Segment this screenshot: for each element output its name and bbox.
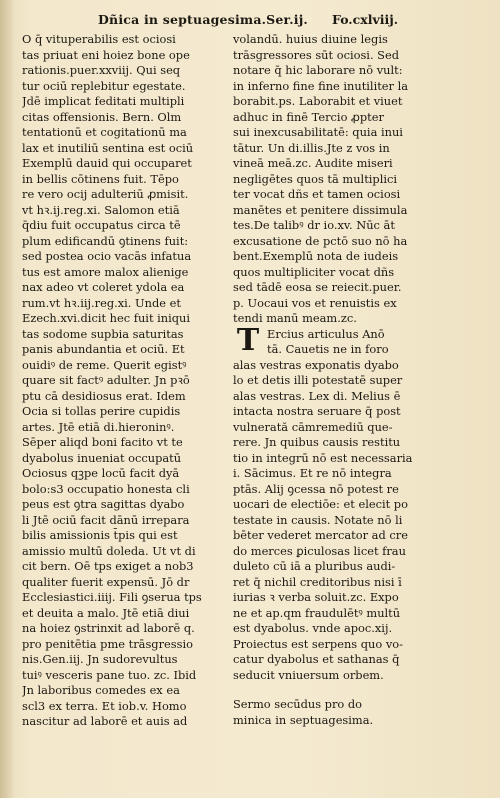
text-line: rum.vt hꝛ.iij.reg.xi. Unde et [22,295,181,310]
text-line: tur ociū replebitur egestate. [22,78,186,93]
text-line: volandū. huius diuine legis [233,32,388,46]
text-line: bent.Exemplū nota de iudeis [233,249,399,263]
text-line: excusatione de pctō suo nō ha [233,233,408,248]
text-line: li Jtē ociū facit dānū irrepara [22,512,190,527]
text-line: bēter vederet mercator ad cre [233,528,408,542]
sermon-heading [233,697,459,728]
right-column-text [233,32,459,327]
text-line: O q̄ vituperabilis est ociosi [22,32,176,46]
text-line: tā. Cauetis ne in foro [267,342,389,356]
text-line: qualiter fuerit expensū. Jō dr [22,574,190,589]
text-line: vineā meā.zc. Audite miseri [233,156,393,170]
text-line: re vero ocij adulteriū ꝓmisit. [22,187,189,201]
section-three-text [233,322,459,684]
text-line: tio in integrū nō est necessaria [233,450,413,465]
text-line: ptās. Alij ꝯcessa nō potest re [233,481,399,496]
text-line: panis abundantia et ociū. Et [22,342,185,356]
text-line: tus est amore malox alienige [22,264,189,279]
page-gutter [0,0,14,798]
text-line: ne et ap.qm fraudulētꝰ multū [233,605,401,620]
sermon-heading-line: Sermo secūdus pro do [233,697,363,711]
text-line: manētes et penitere dissimula [233,202,408,217]
text-line: Sēper aliqd boni facito vt te [22,435,183,449]
text-line: adhuc in finē Tercio ꝓpter [233,109,384,124]
text-line: et deuita a malo. Jtē etiā diui [22,605,190,620]
text-line: seducit vniuersum orbem. [233,667,384,682]
text-line: i. Sācimus. Et re nō integra [233,466,392,480]
text-line: citas offensionis. Bern. Olm [22,109,182,124]
text-line: rationis.puer.xxviij. Qui seq [22,63,181,77]
text-line: catur dyabolus et sathanas q̄ [233,652,400,666]
text-line: tas sodome supbia saturitas [22,326,184,341]
text-line: borabit.ps. Laborabit et viuet [233,94,403,108]
text-line: plum edificandū ꝯtinens fuit: [22,233,189,248]
folio-number: Fo.cxlviij. [332,12,399,27]
text-line: testate in causis. Notate nō li [233,512,403,527]
text-line: quare sit factꝰ adulter. Jn pꝛō [22,373,190,387]
text-line: Ociosus qꝫpe locū facit dyā [22,466,180,480]
text-line: uocari de electiōe: et elecit po [233,497,408,511]
text-line: vulnerată cāmremediū que- [233,419,393,434]
text-line: Jn laboribus comedes ex ea [22,683,180,697]
text-line: na hoiez ꝯstrinxit ad laborē q. [22,621,195,635]
text-line: bolo:s3 occupatio honesta cli [22,481,190,496]
page-header [0,10,500,32]
text-line: tendi manū meam.zc. [233,311,357,325]
text-line: artes. Jtē etiā di.hieroninꝰ. [22,419,175,434]
text-line: bilis amissionis t̄pis qui est [22,528,178,542]
text-line: nascitur ad laborē et auis ad [22,714,188,728]
text-line: sui inexcusabilitatē: quia inui [233,125,403,139]
text-line: tas priuat eni hoiez bone ope [22,47,190,62]
text-line: in inferno fine fine inutiliter la [233,78,409,93]
text-line: ter vocat dñs et tamen ociosi [233,187,401,201]
text-line: lo et detis illi potestatē super [233,373,403,387]
text-line: scl3 ex terra. Et iob.v. Homo [22,698,187,713]
text-line: sed postea ocio vacās infatua [22,249,192,263]
text-line: Ezech.xvi.dicit hec fuit iniqui [22,311,191,325]
text-line: peus est ꝯtra sagittas dyabo [22,497,185,511]
text-line: q̄diu fuit occupatus circa tē [22,218,181,232]
text-line: alas vestras. Lex di. Melius ē [233,388,401,403]
text-line: Ocia si tollas perire cupidis [22,404,181,418]
text-line: ouidiꝰ de reme. Querit egistꝰ [22,357,187,372]
text-line: cit bern. Oē tps exiget a nob3 [22,559,194,573]
text-line: amissio multū doleda. Ut vt di [22,543,196,558]
left-column [22,32,244,730]
text-line: tātur. Un di.illis.Jte z vos in [233,140,390,155]
running-title: Dñica in septuagesima.Ser.ij. [98,12,308,27]
text-line: dyabolus inueniat occupatū [22,450,182,465]
text-line: est dyabolus. vnde apoc.xij. [233,621,393,635]
text-line: intacta nostra seruare q̄ post [233,404,401,418]
text-line: tentationū et cogitationū ma [22,125,187,139]
text-line: p. Uocaui vos et renuistis ex [233,295,397,310]
text-line: quos multipliciter vocat dñs [233,264,395,279]
right-column [233,32,459,728]
text-line: negligētes quos tā multiplici [233,171,398,186]
text-line: alas vestras exponatis dyabo [233,357,399,372]
text-line: vt hꝛ.ij.reg.xi. Salomon etiā [22,202,180,217]
text-line: lax et inutiliū sentina est ociū [22,140,194,155]
text-line: duleto cū iā a pluribus audi- [233,559,396,573]
text-line: do merces ꝑiculosas licet frau [233,543,406,558]
spacer [233,683,459,697]
text-line: notare q̄ hic laborare nō vult: [233,63,403,77]
text-line: sed tādē eosa se reiecit.puer. [233,280,402,294]
text-line: nax adeo vt coleret ydola ea [22,280,185,294]
text-line: Jdē implicat feditati multipli [22,94,185,108]
text-line: iurias ꝛ verba soluit.zc. Expo [233,590,399,604]
text-line: nis.Gen.iij. Jn sudorevultus [22,652,178,666]
text-line: trāsgressores sūt ociosi. Sed [233,47,400,62]
text-line: tuiꝰ vesceris pane tuo. zc. Ibid [22,667,197,682]
sermon-heading-line: minica in septuagesima. [233,712,374,727]
text-line: ret q̄ nichil creditoribus nisi ī [233,574,402,589]
text-line: Exemplū dauid qui occuparet [22,156,192,170]
decorated-initial: T [236,322,260,358]
text-line: rere. Jn quibus causis restitu [233,435,401,449]
text-line: pro penitētia pme trāsgressio [22,636,193,651]
text-line: tes.De talibꝰ dr io.xv. Nūc āt [233,218,395,232]
text-line: Proiectus est serpens quo vo- [233,636,404,651]
text-line: Ecclesiastici.iiij. Fili ꝯserua tps [22,590,202,604]
text-line: ptu cā desidiosus erat. Idem [22,388,186,403]
text-line: Ercius articulus Anō [267,326,385,341]
text-line: in bellis cōtinens fuit. Tēpo [22,171,179,186]
